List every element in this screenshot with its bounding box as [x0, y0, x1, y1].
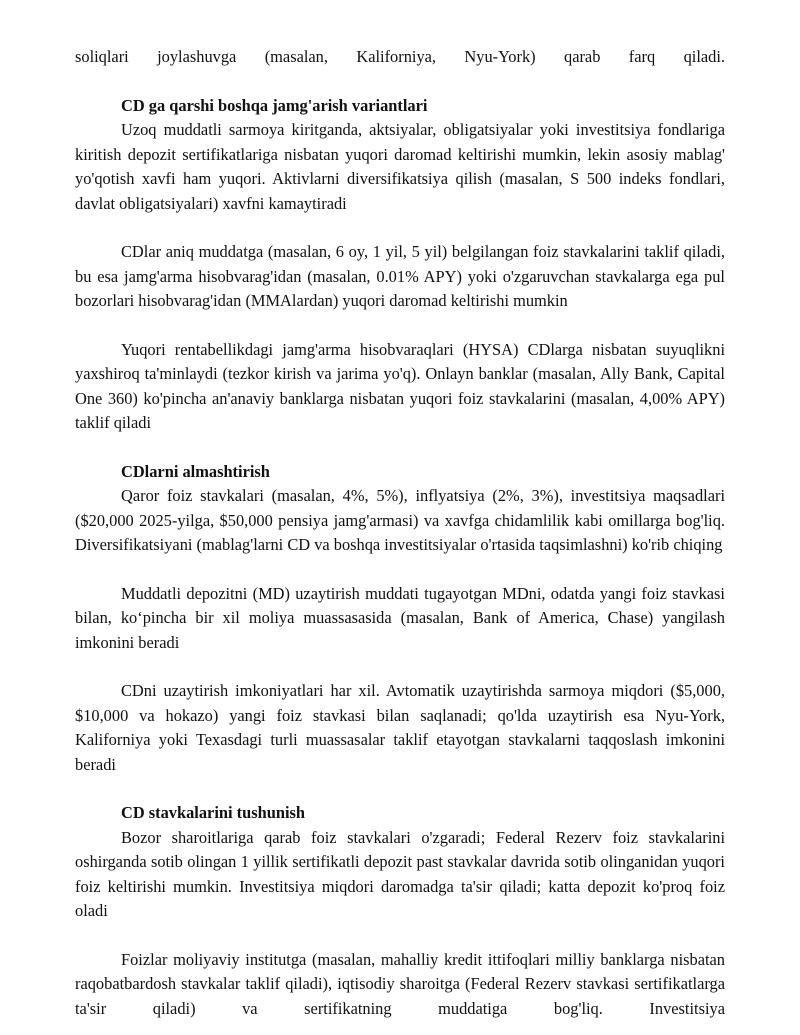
section-heading: CDlarni almashtirish: [121, 461, 270, 481]
section-heading: CD ga qarshi boshqa jamg'arish variantlari: [121, 95, 428, 115]
section-alternatives: [75, 94, 725, 436]
section-heading: CD stavkalarini tushunish: [121, 803, 306, 822]
section-cd-rates: [75, 801, 725, 1021]
paragraph: CDlar aniq muddatga (masalan, 6 oy, 1 yil, 5 yil) belgilangan foiz stavkalarini taklif qiladi, bu esa jamg'arma hisobvarag'idan (masalan, 0.01% APY) yoki o'zgaruvchan stavkalarga ega pul bozorlari hisobvarag'idan (MMAlardan) yuqori daromad keltirishi mumkin: [75, 242, 725, 310]
section-cd-renewal: [75, 460, 725, 778]
paragraph: Muddatli depozitni (MD) uzaytirish muddati tugayotgan MDni, odatda yangi foiz stavkasi bilan, ko‘pincha bir xil moliya muassasasida (masalan, Bank of America, Chase) yangilash imkonini beradi: [75, 583, 725, 652]
paragraph: Qaror foiz stavkalari (masalan, 4%, 5%), inflyatsiya (2%, 3%), investitsiya maqsadlari ($20,000 2025-yilga, $50,000 pensiya jamg'armasi) va xavfga chidamlilik kabi omillarga bog'liq. Diversifikatsiyani (mablag'larni CD va boshqa investitsiyalar o'rtasida taqsimlashni) ko'rib chiqing: [75, 486, 725, 554]
paragraph: Yuqori rentabellikdagi jamg'arma hisobvaraqlari (HYSA) CDlarga nisbatan suyuqlikni yaxshiroq ta'minlaydi (tezkor kirish va jarima yo'q). Onlayn banklar (masalan, Ally Bank, Capital One 360) ko'pincha an'anaviy banklarga nisbatan yuqori foiz stavkalarini (masalan, 4,00% APY) taklif qiladi: [75, 339, 725, 432]
paragraph: CDni uzaytirish imkoniyatlari har xil. Avtomatik uzaytirishda sarmoya miqdori ($5,000, $10,000 va hokazo) yangi foiz stavkasi bilan saqlanadi; qo'lda uzaytirish esa Nyu-York, Kaliforniya yoki Texasdagi turli muassasalar taklif etayotgan stavkalarni taqqoslash imkonini beradi: [75, 681, 725, 774]
paragraph: Bozor sharoitlariga qarab foiz stavkalari o'zgaradi; Federal Rezerv foiz stavkalarini oshirganda sotib olingan 1 yillik sertifikatli depozit past stavkalar davrida sotib olinganidan yuqori foiz keltirishi mumkin. Investitsiya miqdori daromadga ta'sir qiladi; katta depozit ko'proq foiz oladi: [75, 827, 725, 920]
paragraph: Foizlar moliyaviy institutga (masalan, mahalliy kredit ittifoqlari milliy banklarga nisbatan raqobatbardosh stavkalar taklif qiladi), iqtisodiy sharoitga (Federal Rezerv stavkasi sertifikatlarga ta'sir qiladi) va sertifikatning muddatiga bog'liq. Investitsiya: [75, 949, 725, 1018]
paragraph: Uzoq muddatli sarmoya kiritganda, aktsiyalar, obligatsiyalar yoki investitsiya fondlariga kiritish depozit sertifikatlariga nisbatan yuqori daromad keltirishi mumkin, lekin asosiy mablag' yo'qotish xavfi ham yuqori. Aktivlarni diversifikatsiya qilish (masalan, S 500 indeks fondlari, davlat obligatsiyalari) xavfni kamaytiradi: [75, 120, 725, 213]
lead-in-paragraph: soliqlari joylashuvga (masalan, Kaliforniya, Nyu-York) qarab farq qiladi.: [75, 47, 725, 66]
